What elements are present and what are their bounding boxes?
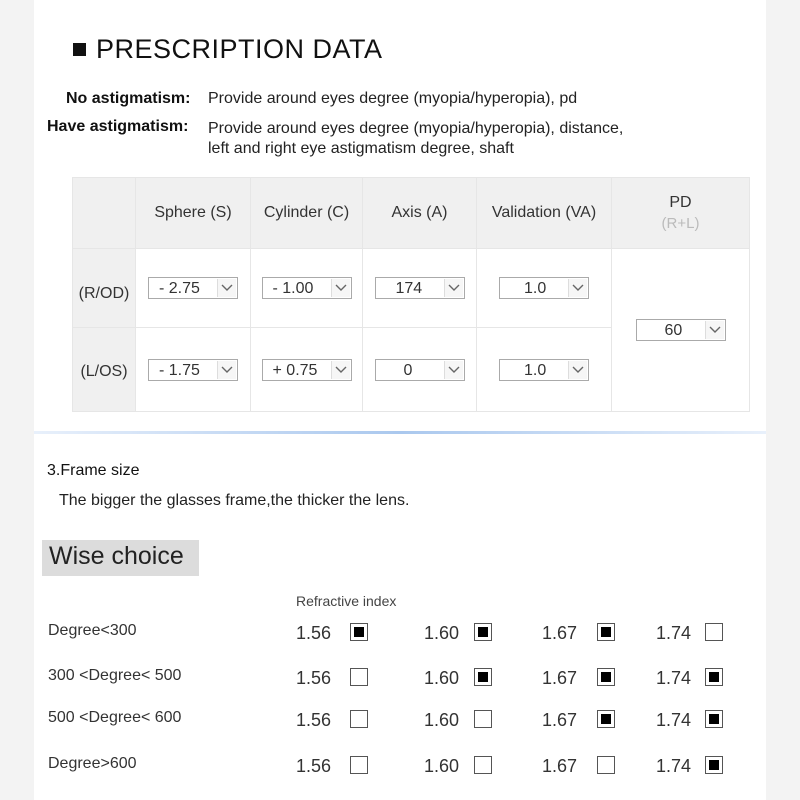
refractive-index-label: Refractive index <box>296 593 397 609</box>
chevron-down-icon <box>444 361 463 379</box>
cell-cylinder-left <box>251 328 363 412</box>
select-value: - 1.75 <box>159 361 200 379</box>
header-pd <box>612 178 750 249</box>
chevron-down-icon <box>568 361 587 379</box>
cell-sphere-right <box>136 249 251 328</box>
degree-range-label: 300 <Degree< 500 <box>48 667 182 684</box>
header-empty-cell <box>73 178 136 249</box>
select-value: - 2.75 <box>159 280 200 297</box>
row-label-left-eye: (L/OS) <box>73 328 136 412</box>
select-value: 60 <box>664 322 683 339</box>
row-label-right-eye: (R/OD) <box>73 249 136 328</box>
refractive-index-value: 1.67 <box>542 710 578 730</box>
refractive-index-value: 1.60 <box>424 756 460 776</box>
unchecked-checkbox-icon[interactable] <box>350 668 368 686</box>
unchecked-checkbox-icon[interactable] <box>474 710 492 728</box>
no-astigmatism-text: Provide around eyes degree (myopia/hyperopia), pd <box>208 90 578 107</box>
select-value: + 0.75 <box>272 361 318 379</box>
prescription-table <box>72 177 750 412</box>
right-margin <box>766 0 800 800</box>
axis-left-select[interactable] <box>375 359 465 381</box>
header-axis: Axis (A) <box>363 178 477 249</box>
refractive-index-value: 1.74 <box>656 710 692 730</box>
chevron-down-icon <box>217 361 236 379</box>
checked-checkbox-icon[interactable] <box>350 623 368 641</box>
chevron-down-icon <box>331 279 350 297</box>
table-header-row <box>73 178 750 249</box>
cell-cylinder-right <box>251 249 363 328</box>
checked-checkbox-icon[interactable] <box>705 756 723 774</box>
no-astigmatism-label: No astigmatism: <box>66 90 191 107</box>
degree-range-label: 500 <Degree< 600 <box>48 709 182 726</box>
table-row <box>73 249 750 328</box>
checked-checkbox-icon[interactable] <box>705 668 723 686</box>
have-astigmatism-text-1: Provide around eyes degree (myopia/hyperopia), distance, <box>208 120 624 137</box>
sphere-right-select[interactable] <box>148 277 238 299</box>
checked-checkbox-icon[interactable] <box>597 668 615 686</box>
select-value: - 1.00 <box>272 280 314 297</box>
cell-pd <box>612 249 750 412</box>
degree-range-label: Degree>600 <box>48 755 137 772</box>
checked-checkbox-icon[interactable] <box>597 623 615 641</box>
have-astigmatism-label: Have astigmatism: <box>47 118 189 135</box>
square-bullet-icon <box>73 43 86 56</box>
va-left-select[interactable] <box>499 359 589 381</box>
chevron-down-icon <box>444 279 463 297</box>
checked-checkbox-icon[interactable] <box>705 710 723 728</box>
cell-va-right <box>477 249 612 328</box>
unchecked-checkbox-icon[interactable] <box>350 710 368 728</box>
header-cylinder: Cylinder (C) <box>251 178 363 249</box>
header-sphere: Sphere (S) <box>136 178 251 249</box>
checked-checkbox-icon[interactable] <box>597 710 615 728</box>
refractive-index-value: 1.74 <box>656 623 692 643</box>
sphere-left-select[interactable] <box>148 359 238 381</box>
cylinder-left-select[interactable] <box>262 359 352 381</box>
refractive-index-value: 1.56 <box>296 668 332 688</box>
refractive-index-value: 1.74 <box>656 668 692 688</box>
have-astigmatism-text-2: left and right eye astigmatism degree, shaft <box>208 140 514 157</box>
checked-checkbox-icon[interactable] <box>474 623 492 641</box>
refractive-index-value: 1.60 <box>424 668 460 688</box>
degree-range-label: Degree<300 <box>48 622 137 639</box>
cylinder-right-select[interactable] <box>262 277 352 299</box>
unchecked-checkbox-icon[interactable] <box>705 623 723 641</box>
axis-right-select[interactable] <box>375 277 465 299</box>
select-value: 0 <box>403 361 413 379</box>
unchecked-checkbox-icon[interactable] <box>474 756 492 774</box>
refractive-index-value: 1.56 <box>296 623 332 643</box>
cell-va-left <box>477 328 612 412</box>
pd-select[interactable] <box>636 319 726 341</box>
wise-choice-banner <box>42 540 199 576</box>
frame-size-heading: 3.Frame size <box>47 462 140 479</box>
left-margin <box>0 0 34 800</box>
refractive-index-value: 1.60 <box>424 623 460 643</box>
cell-sphere-left <box>136 328 251 412</box>
select-value: 174 <box>395 280 423 297</box>
refractive-index-value: 1.56 <box>296 710 332 730</box>
select-value: 1.0 <box>524 280 547 297</box>
pd-label: PD <box>669 194 692 211</box>
cell-axis-left <box>363 328 477 412</box>
pd-sub-label: (R+L) <box>661 215 700 232</box>
cell-axis-right <box>363 249 477 328</box>
chevron-down-icon <box>705 321 724 339</box>
page-title: PRESCRIPTION DATA <box>96 34 383 64</box>
refractive-index-value: 1.67 <box>542 668 578 688</box>
unchecked-checkbox-icon[interactable] <box>597 756 615 774</box>
chevron-down-icon <box>568 279 587 297</box>
wise-choice-title: Wise choice <box>49 542 184 570</box>
unchecked-checkbox-icon[interactable] <box>350 756 368 774</box>
refractive-index-value: 1.67 <box>542 756 578 776</box>
chevron-down-icon <box>217 279 236 297</box>
refractive-index-value: 1.60 <box>424 710 460 730</box>
chevron-down-icon <box>331 361 350 379</box>
frame-size-text: The bigger the glasses frame,the thicker the lens. <box>59 492 410 509</box>
select-value: 1.0 <box>524 361 547 379</box>
va-right-select[interactable] <box>499 277 589 299</box>
header-validation: Validation (VA) <box>477 178 612 249</box>
checked-checkbox-icon[interactable] <box>474 668 492 686</box>
refractive-index-value: 1.67 <box>542 623 578 643</box>
refractive-index-value: 1.56 <box>296 756 332 776</box>
refractive-index-value: 1.74 <box>656 756 692 776</box>
section-divider <box>34 431 766 434</box>
